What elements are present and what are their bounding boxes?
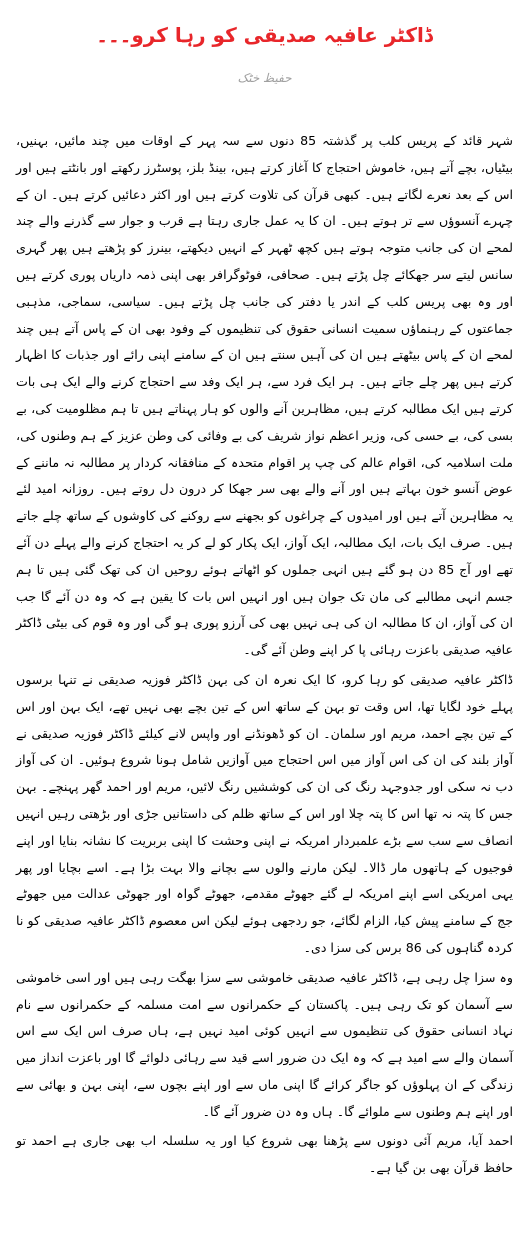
article-paragraph: احمد آیا، مریم آئی دونوں سے پڑھنا بھی شروع کیا اور یہ سلسلہ اب بھی جاری ہے احمد تو حافظ قرآن بھی بن گیا ہے۔	[16, 1133, 513, 1176]
article-paragraph: وہ سزا چل رہی ہے، ڈاکٹر عافیہ صدیقی خاموشی سے سزا بھگت رہی ہیں اور اسی خاموشی سے آسمان کو تک رہی ہیں۔ پاکستان کے حکمرانوں سے امت مسلمہ کے حکمرانوں سے نام نہاد انسانی حقوق کی تنظیموں سے انہیں کوئی امید نہیں ہے، ہاں صرف اس ایک سے اس آسمان والے سے امید ہے کہ وہ ایک دن ضرور اسے قید سے رہائی دلوائے گا اور باعزت انداز میں زندگی کے ان پہلوؤں کو جاگر کرائے گا اپنی ماں سے اور اپنے بچوں سے، اپنی بہن و بھائی سے اور اپنے ہم وطنوں سے ملوائے گا۔ ہاں وہ دن ضرور آئے گا۔	[16, 969, 513, 1119]
article-paragraph: ڈاکٹر عافیہ صدیقی کو رہا کرو، کا ایک نعرہ ان کی بہن ڈاکٹر فوزیہ صدیقی نے تنہا برسوں پہلے خود لگایا تھا، اس وقت تو بہن کے ساتھ اس کے تین بچے بھی نہیں تھے، ایک بہن اور اس کے تین بچے احمد، مریم اور سلمان۔ ان کو ڈھونڈنے اور واپس لانے کیلئے ڈاکٹر فوزیہ صدیقی نے آواز بلند کی ان کی اس آواز میں اس احتجاج میں آوازیں شامل ہونا شروع ہوئیں۔ ان کی آواز دب نہ سکی اور جدوجہد رنگ کی ان کی کوششیں رنگ لائیں، مریم اور احمد گھر پہنچے۔ بہن جس کا پتہ نہ تھا اس کا پتہ چلا اور اس کے ساتھ ظلم کی داستانیں جڑی اور بڑھتی رہیں انہیں انصاف سے سب سے بڑے علمبردار امریکہ نے اپنی وحشت کا اپنی بربریت کا نشانہ بنایا اور اپنے فوجیوں کے ہاتھوں مار ڈالا۔ لیکن مارنے والوں سے بچانے والا بہت بڑا ہے۔ اسے بچایا اور پھر یہی امریکی اسے اپنے امریکہ لے گئے جھوٹے مقدمے، جھوٹے گواہ اور جھوٹی عدالت میں جھوٹے جج کے سامنے پیش کیا، الزام لگائے، جو ردجھی ہوئے لیکن اس معصوم ڈاکٹر عافیہ صدیقی کو نا کردہ گناہوں کی 86 برس کی سزا دی۔	[16, 671, 513, 955]
author-name: حفیظ خٹک	[237, 71, 292, 85]
article-title: ڈاکٹر عافیہ صدیقی کو رہا کرو۔۔۔	[96, 23, 433, 47]
article-paragraph: شہر قائد کے پریس کلب پر گذشتہ 85 دنوں سے سہ پہر کے اوقات میں چند مائیں، بہنیں، بیٹیاں، بچے آتے ہیں، خاموش احتجاج کا آغاز کرتے ہیں، بینڈ بلز، پوسٹرز رکھتے اور بانٹتے ہیں اور اس کے بعد نعرے لگاتے ہیں۔ کبھی قرآن کی تلاوت کرتے ہیں اور اکثر دعائیں کرتے ہیں۔ ان کے چہرے آنسوؤں سے تر ہوتے ہیں۔ ان کا یہ عمل جاری رہتا ہے قرب و جوار سے گذرنے والے چند لمحے ان کی جانب متوجہ ہوتے ہیں کچھ ٹھہر کے انہیں دیکھتے، بینرز کو پڑھتے ہیں پھر گہری سانس لیتے سر جھکائے چل پڑتے ہیں۔ صحافی، فوٹوگرافر بھی اپنی ذمہ داریاں پوری کرتے ہیں اور وہ بھی پریس کلب کے اندر یا دفتر کی جانب چل پڑتے ہیں۔ سیاسی، سماجی، مذہبی جماعتوں کے رہنماؤں سمیت انسانی حقوق کی تنظیموں کے وفود بھی ان کے پاس آتے ہیں چند لمحے ان کے پاس بیٹھتے ہیں ان کی آہیں سنتے ہیں ان کے سامنے اپنی رائے اور جذبات کا اظہار کرتے ہیں پھر چلے جاتے ہیں۔ ہر ایک فرد سے، ہر ایک وفد سے احتجاج کرنے والے ایک ہی بات کرتے ہیں ایک مطالبہ کرتے ہیں، مظاہرین آنے والوں کو ہار پہناتے ہیں تا ہم مظلومیت کی، بے بسی کی، بے حسی کی، وزیر اعظم نواز شریف کی بے وفائی کی وطن عزیز کے ہم وطنوں کی، ملت اسلامیہ کی، اقوام عالم کی چپ پر اقوام متحدہ کے منافقانہ کردار پر مطالبہ نہ ماننے کے عوض آنسو خون بہاتے ہیں اور آنے والے بھی سر جھکا کر درون دل روتے ہیں۔ روزانہ امید لئے یہ مظاہرین آتے ہیں اور امیدوں کے چراغوں کو بجھنے سے روکنے کی کاوشوں کے ساتھ چلے جاتے ہیں۔ صرف ایک بات، ایک مطالبہ، ایک آواز، ایک پکار کو لے کر یہ احتجاج کرنے والے پہلے دن آئے تھے اور آج 85 دن ہو گئے ہیں انہی جملوں کو اٹھاتے ہوئے روحیں ان کی تھک گئی ہیں تا ہم جسم انہی مطالبے کی مان تک جوان ہیں اور انہیں اس بات کا یقین ہے کہ وہ دن آئے گا جب ان کی آواز، ان کا مطالبہ ان کی ہی نہیں بھی کی آرزو پوری ہو گی اور وہ قوم کی بیٹی ڈاکٹر عافیہ صدیقی باعزت رہائی پا کر اپنے وطن آئے گی۔	[16, 133, 513, 658]
article-body	[16, 128, 513, 1182]
